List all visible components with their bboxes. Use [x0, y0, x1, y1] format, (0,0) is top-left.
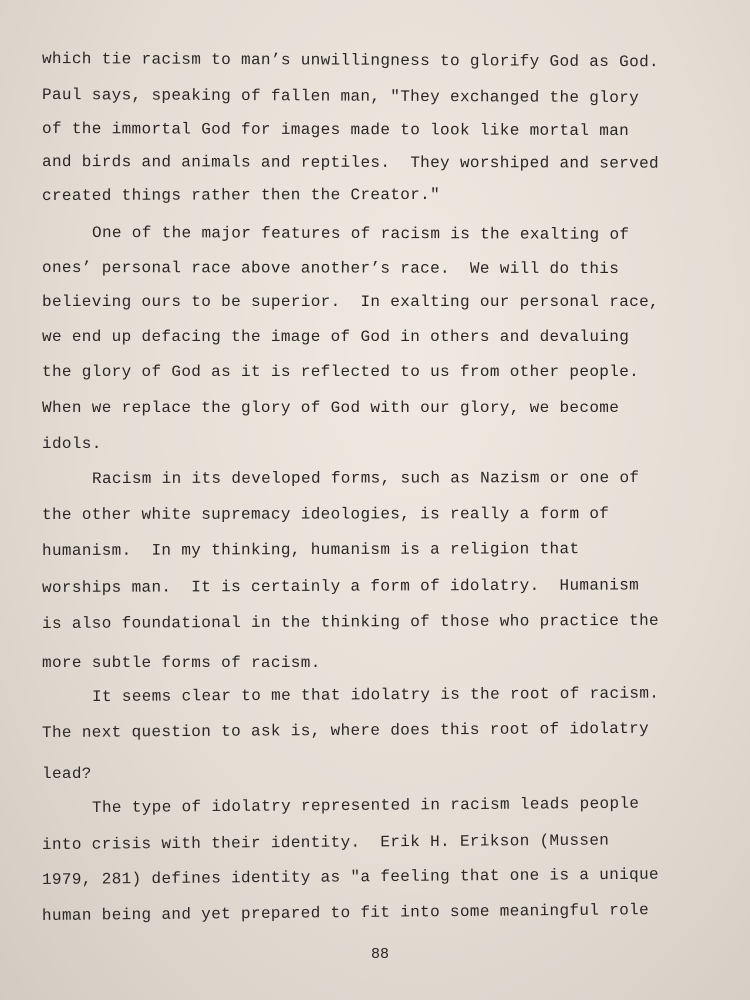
text-line: human being and yet prepared to fit into some meaningful role — [41, 901, 650, 925]
text-line: we end up defacing the image of God in others and devaluing — [42, 328, 630, 346]
text-line: Racism in its developed forms, such as Nazism or one of — [91, 469, 640, 488]
text-line: into crisis with their identity. Erik H. Erikson (Mussen — [41, 831, 610, 854]
text-line: which tie racism to man’s unwillingness to glorify God as God. — [41, 50, 660, 72]
text-line: When we replace the glory of God with our glory, we become — [42, 399, 620, 417]
text-line: created things rather then the Creator." — [41, 185, 441, 205]
text-line: and birds and animals and reptiles. They worshiped and served — [41, 153, 660, 173]
text-line: 1979, 281) defines identity as "a feeling that one is a unique — [41, 865, 660, 889]
text-line: It seems clear to me that idolatry is the root of racism. — [91, 684, 660, 706]
text-line: is also foundational in the thinking of those who practice the — [41, 611, 660, 633]
text-line: idols. — [42, 435, 102, 453]
page-number: 88 — [371, 946, 390, 963]
text-line: of the immortal God for images made to look like mortal man — [41, 120, 630, 141]
text-line: lead? — [42, 765, 92, 783]
text-line: more subtle forms of racism. — [42, 654, 321, 672]
text-line: The next question to ask is, where does this root of idolatry — [41, 719, 650, 742]
text-line: One of the major features of racism is the exalting of — [91, 224, 630, 244]
text-line: Paul says, speaking of fallen man, "They exchanged the glory — [41, 86, 640, 108]
text-line: ones’ personal race above another’s race. We will do this — [41, 259, 620, 279]
text-line: The type of idolatry represented in racism leads people — [91, 794, 640, 817]
text-line: the other white supremacy ideologies, is really a form of — [41, 505, 610, 524]
text-line: worships man. It is certainly a form of idolatry. Humanism — [41, 576, 640, 597]
text-line: believing ours to be superior. In exalting our personal race, — [42, 293, 659, 311]
text-line: the glory of God as it is reflected to us from other people. — [42, 363, 640, 381]
text-line: humanism. In my thinking, humanism is a religion that — [41, 540, 580, 560]
